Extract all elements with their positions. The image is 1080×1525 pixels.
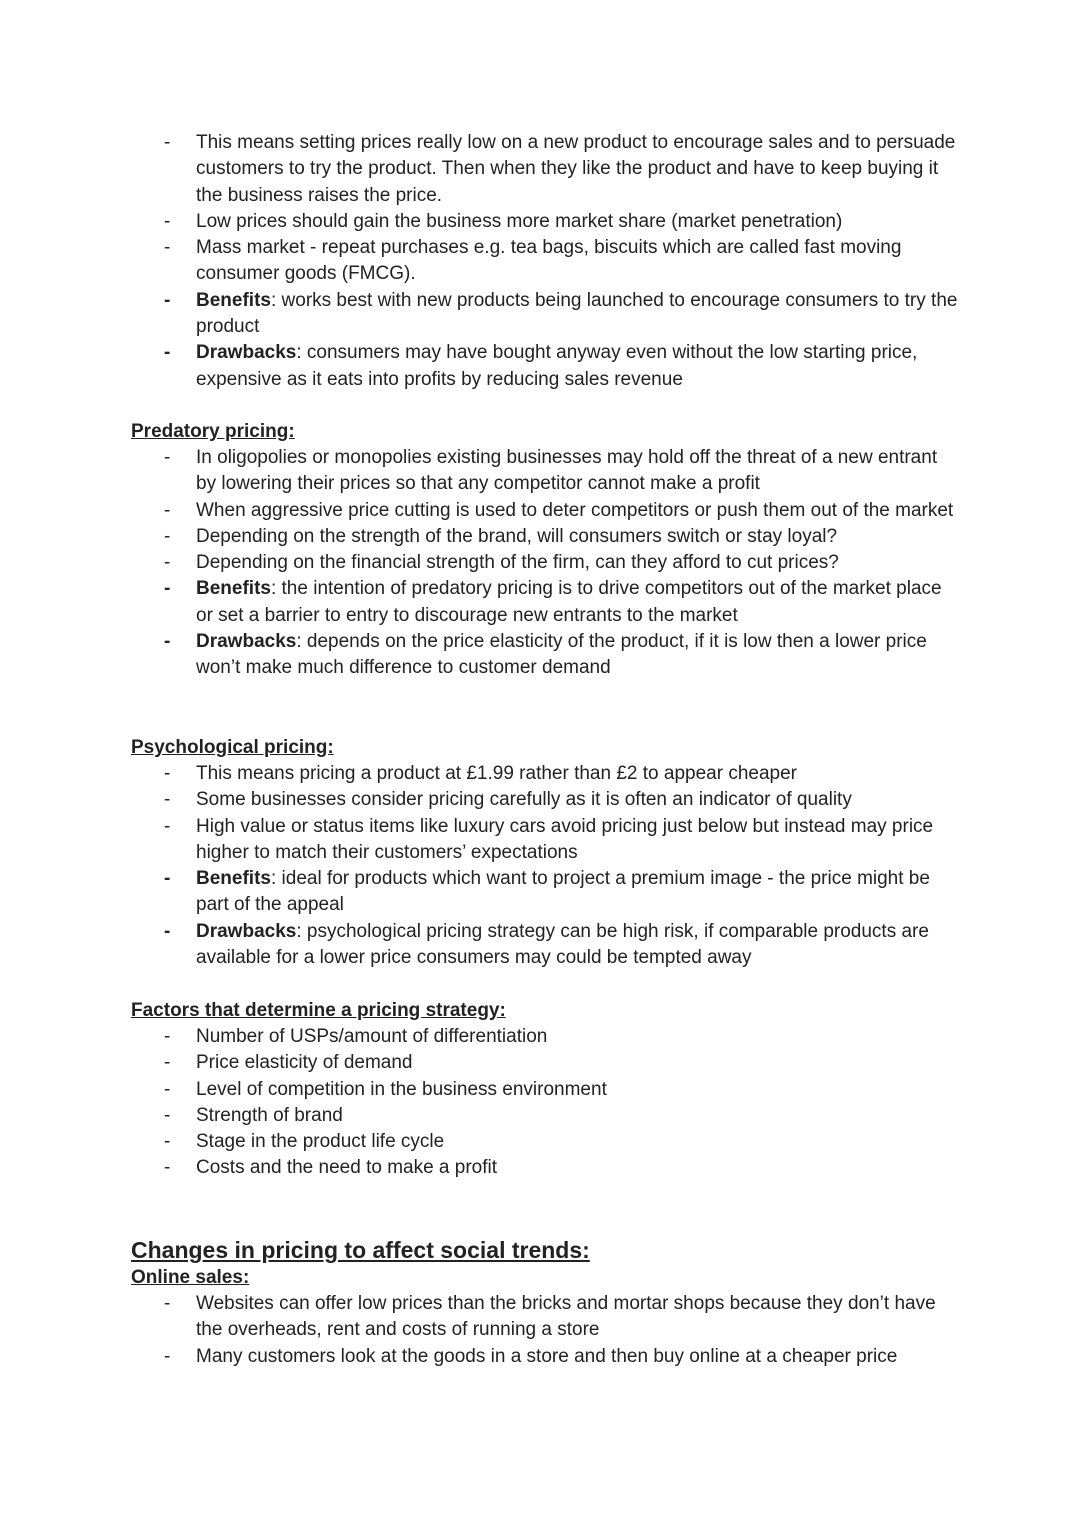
list-item: - This means setting prices really low on a new product to encourage sales and to persuade customers to try the product. Then when they like the product and have to keep buying it the business raises the price.: [164, 132, 956, 206]
dash-bullet: -: [164, 1104, 171, 1126]
drawbacks-label: Drawbacks: [196, 920, 297, 942]
penetration-list: [131, 130, 961, 393]
psychological-section: [131, 735, 961, 971]
list-item: - Low prices should gain the business more market share (market penetration): [131, 209, 961, 235]
dash-bullet: -: [164, 789, 171, 811]
list-item: - Level of competition in the business environment: [131, 1077, 961, 1103]
predatory-list: [131, 445, 961, 682]
dash-bullet: -: [164, 763, 171, 784]
list-item: - Price elasticity of demand: [131, 1050, 961, 1076]
factors-section: [131, 998, 961, 1182]
benefits-label: Benefits: [196, 289, 271, 311]
dash-bullet: -: [164, 552, 171, 574]
list-item: - Depending on the financial strength of the firm, can they afford to cut prices?: [131, 550, 961, 576]
list-item: - Depending on the strength of the brand, will consumers switch or stay loyal?: [131, 524, 961, 550]
benefits-label: Benefits: [196, 578, 271, 600]
dash-bullet: -: [164, 1157, 171, 1179]
list-item: - Websites can offer low prices than the bricks and mortar shops because they don’t have the overheads, rent and costs of running a store: [164, 1293, 936, 1341]
psychological-list: [131, 761, 961, 971]
list-item: - Benefits: the intention of predatory pricing is to drive competitors out of the market place or set a barrier to entry to discourage new entrants to the market: [164, 578, 942, 626]
dash-bullet: -: [164, 868, 171, 890]
list-item: - Benefits: ideal for products which want to project a premium image - the price might be part of the appeal: [164, 868, 930, 916]
dash-bullet: -: [164, 342, 171, 364]
social-trends-heading: Changes in pricing to affect social trends:: [131, 1237, 590, 1263]
dash-bullet: -: [164, 920, 171, 942]
list-item: - Number of USPs/amount of differentiation: [131, 1024, 961, 1050]
predatory-section: [131, 419, 961, 682]
dash-bullet: -: [164, 237, 171, 259]
dash-bullet: -: [164, 499, 171, 521]
list-item: - Many customers look at the goods in a store and then buy online at a cheaper price: [131, 1344, 961, 1370]
dash-bullet: -: [164, 525, 171, 547]
list-item: - Drawbacks: depends on the price elasticity of the product, if it is low then a lower price won’t make much difference to customer demand: [164, 631, 927, 679]
list-item: - When aggressive price cutting is used to deter competitors or push them out of the market: [131, 498, 961, 524]
online-sales-list: [131, 1291, 961, 1370]
dash-bullet: -: [164, 815, 171, 837]
dash-bullet: -: [164, 1078, 171, 1100]
online-sales-heading: Online sales:: [131, 1267, 250, 1288]
dash-bullet: -: [164, 1026, 171, 1047]
dash-bullet: -: [164, 447, 171, 468]
dash-bullet: -: [164, 289, 171, 311]
dash-bullet: -: [164, 1345, 171, 1367]
dash-bullet: -: [164, 132, 171, 153]
list-item: - Drawbacks: psychological pricing strategy can be high risk, if comparable products are available for a lower price consumers may could be tempted away: [164, 920, 929, 969]
dash-bullet: -: [164, 1131, 171, 1153]
factors-heading: Factors that determine a pricing strategy:: [131, 1000, 506, 1021]
dash-bullet: -: [164, 210, 171, 232]
list-item: - In oligopolies or monopolies existing businesses may hold off the threat of a new entrant by lowering their prices so that any competitor cannot make a profit: [164, 447, 938, 495]
list-item: - Strength of brand: [131, 1103, 961, 1129]
list-item: - Stage in the product life cycle: [131, 1129, 961, 1155]
dash-bullet: -: [164, 1052, 171, 1074]
dash-bullet: -: [164, 1293, 171, 1314]
list-item: - Benefits: works best with new products being launched to encourage consumers to try the product: [164, 289, 958, 338]
list-item: - Costs and the need to make a profit: [131, 1155, 961, 1181]
drawbacks-label: Drawbacks: [196, 631, 297, 653]
social-trends-section: [131, 1235, 961, 1370]
predatory-heading: Predatory pricing:: [131, 421, 295, 442]
benefits-label: Benefits: [196, 868, 271, 890]
list-item: - Mass market - repeat purchases e.g. tea bags, biscuits which are called fast moving consumer goods (FMCG).: [164, 237, 902, 285]
list-item: - High value or status items like luxury cars avoid pricing just below but instead may price higher to match their customers’ expectations: [164, 815, 934, 863]
factors-list: [131, 1024, 961, 1182]
dash-bullet: -: [164, 631, 171, 653]
psychological-heading: Psychological pricing:: [131, 737, 334, 758]
list-item: - Drawbacks: consumers may have bought anyway even without the low starting price, expensive as it eats into profits by reducing sales revenue: [164, 342, 918, 390]
drawbacks-label: Drawbacks: [196, 342, 297, 364]
list-item: - Some businesses consider pricing carefully as it is often an indicator of quality: [131, 787, 961, 813]
list-item: - This means pricing a product at £1.99 rather than £2 to appear cheaper: [131, 761, 961, 787]
dash-bullet: -: [164, 578, 171, 600]
penetration-section: [131, 130, 961, 393]
